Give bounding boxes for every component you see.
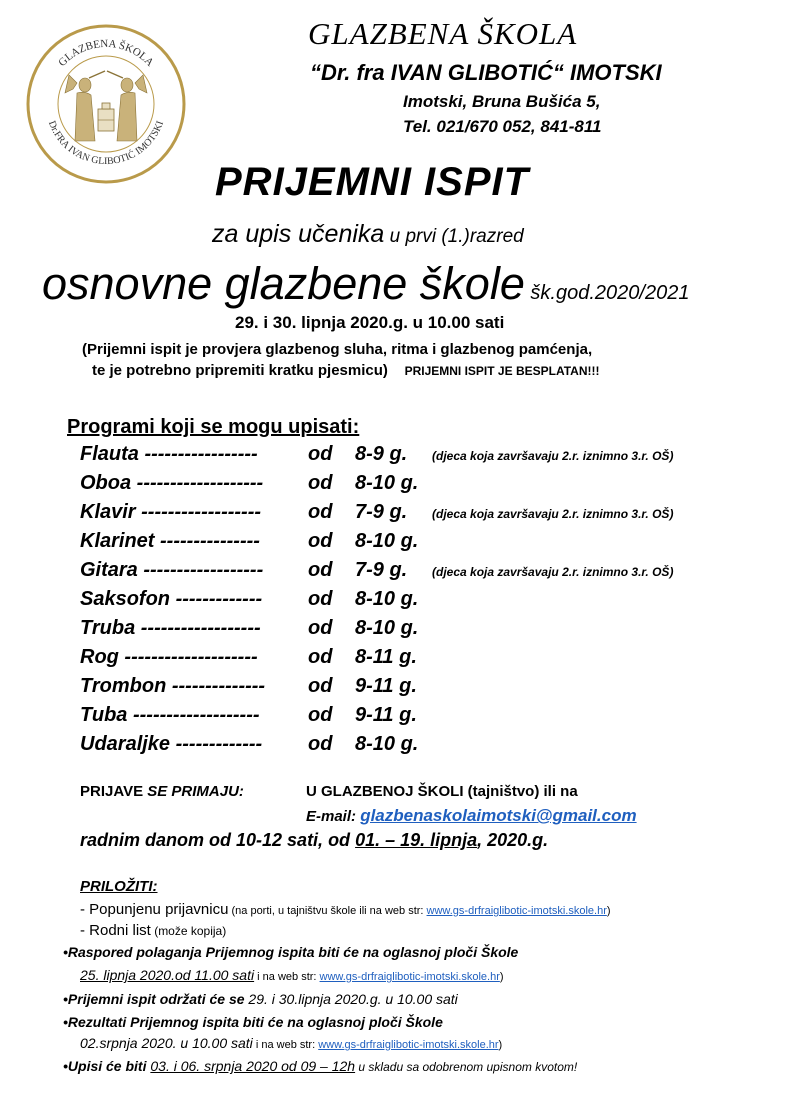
program-od: od xyxy=(308,530,333,552)
program-name: Flauta ----------------- xyxy=(80,443,258,465)
website-link-1[interactable]: www.gs-drfraiglibotic-imotski.skole.hr xyxy=(426,905,607,917)
program-age: 9-11 g. xyxy=(355,704,417,726)
exam-note-line-1: (Prijemni ispit je provjera glazbenog sluha, ritma i glazbenog pamćenja, xyxy=(82,341,593,358)
bullet-enrollment: •Upisi će biti 03. i 06. srpnja 2020 od 09 – 12h u skladu sa odobrenom upisnom kvotom! xyxy=(63,1058,578,1074)
program-name: Tuba ------------------- xyxy=(80,704,260,726)
program-name: Klarinet --------------- xyxy=(80,530,260,552)
applications-line xyxy=(80,783,578,800)
program-name: Saksofon ------------- xyxy=(80,588,263,610)
attachment-item-1: - Popunjenu prijavnicu (na porti, u tajništvu škole ili na web str: www.gs-drfraiglibotic-imotski.skole.hr) xyxy=(80,901,611,918)
logo-top-text: GLAZBENA ŠKOLA xyxy=(56,37,156,69)
program-od: od xyxy=(308,646,333,668)
program-age: 8-10 g. xyxy=(355,588,419,610)
program-note: (djeca koja završavaju 2.r. iznimno 3.r. OŠ) xyxy=(432,507,674,521)
program-od: od xyxy=(308,559,333,581)
program-od: od xyxy=(308,733,333,755)
program-name: Gitara ------------------ xyxy=(80,559,264,581)
bullet-schedule-date: 25. lipnja 2020.od 11.00 sati i na web str: www.gs-drfraiglibotic-imotski.skole.hr) xyxy=(80,967,504,983)
school-logo xyxy=(25,23,187,185)
program-od: od xyxy=(308,675,333,697)
subtitle-line-2 xyxy=(42,258,689,310)
program-note: (djeca koja završavaju 2.r. iznimno 3.r. OŠ) xyxy=(432,565,674,579)
office-hours-a: radnim danom od 10-12 sati, od xyxy=(80,830,356,850)
program-age: 9-11 g. xyxy=(355,675,417,697)
program-od: od xyxy=(308,588,333,610)
exam-note-text: te je potrebno pripremiti kratku pjesmicu) xyxy=(92,362,388,379)
school-name: GLAZBENA ŠKOLA xyxy=(308,16,578,51)
website-link-3[interactable]: www.gs-drfraiglibotic-imotski.skole.hr xyxy=(318,1039,499,1051)
program-age: 8-9 g. xyxy=(355,443,408,465)
subtitle-2-main: osnovne glazbene škole xyxy=(42,258,525,309)
program-od: od xyxy=(308,443,333,465)
school-full-name: “Dr. fra IVAN GLIBOTIĆ“ IMOTSKI xyxy=(310,60,662,85)
program-name: Truba ------------------ xyxy=(80,617,261,639)
office-hours-b: , 2020.g. xyxy=(477,830,549,850)
program-age: 8-10 g. xyxy=(355,617,419,639)
office-hours-dates: 01. – 19. lipnja xyxy=(355,830,478,850)
program-od: od xyxy=(308,617,333,639)
program-age: 8-10 g. xyxy=(355,733,419,755)
program-age: 8-11 g. xyxy=(355,646,417,668)
school-phone: Tel. 021/670 052, 841-811 xyxy=(403,117,602,136)
email-link[interactable]: glazbenaskolaimotski@gmail.com xyxy=(360,806,637,825)
applications-label-a: PRIJAVE xyxy=(80,783,148,800)
program-note: (djeca koja završavaju 2.r. iznimno 3.r. OŠ) xyxy=(432,449,674,463)
program-od: od xyxy=(308,501,333,523)
program-name: Udaraljke ------------- xyxy=(80,733,263,755)
school-address: Imotski, Bruna Bušića 5, xyxy=(403,92,601,111)
program-name: Rog -------------------- xyxy=(80,646,258,668)
bullet-exam: •Prijemni ispit održati će se 29. i 30.lipnja 2020.g. u 10.00 sati xyxy=(63,991,458,1007)
program-age: 8-10 g. xyxy=(355,472,419,494)
website-link-2[interactable]: www.gs-drfraiglibotic-imotski.skole.hr xyxy=(319,971,500,983)
logo-bottom-text: Dr.FRA IVAN GLIBOTIĆ IMOTSKI xyxy=(45,119,167,168)
attachment-item-2: - Rodni list (može kopija) xyxy=(80,922,227,939)
exam-note-line-2 xyxy=(92,362,599,379)
program-od: od xyxy=(308,472,333,494)
program-od: od xyxy=(308,704,333,726)
attachments-heading: PRILOŽITI: xyxy=(80,878,158,895)
bullet-results: •Rezultati Prijemnog ispita biti će na oglasnoj ploči Škole xyxy=(63,1014,443,1030)
free-exam-note: PRIJEMNI ISPIT JE BESPLATAN!!! xyxy=(404,364,600,378)
program-age: 8-10 g. xyxy=(355,530,419,552)
program-name: Trombon -------------- xyxy=(80,675,266,697)
subtitle-1-small: u prvi (1.)razred xyxy=(384,226,524,247)
subtitle-1-main: za upis učenika xyxy=(212,220,385,248)
program-name: Oboa ------------------- xyxy=(80,472,264,494)
program-age: 7-9 g. xyxy=(355,501,408,523)
program-name: Klavir ------------------ xyxy=(80,501,262,523)
exam-dates: 29. i 30. lipnja 2020.g. u 10.00 sati xyxy=(235,313,505,332)
program-age: 7-9 g. xyxy=(355,559,408,581)
school-year: šk.god.2020/2021 xyxy=(524,282,690,304)
bullet-results-date: 02.srpnja 2020. u 10.00 sati i na web str: www.gs-drfraiglibotic-imotski.skole.hr) xyxy=(80,1035,503,1051)
applications-where: U GLAZBENOJ ŠKOLI (tajništvo) ili na xyxy=(306,783,578,800)
page-title: PRIJEMNI ISPIT xyxy=(215,160,530,204)
email-label: E-mail: xyxy=(306,808,361,825)
subtitle-line-1 xyxy=(212,220,524,249)
office-hours xyxy=(80,830,548,851)
programs-heading: Programi koji se mogu upisati: xyxy=(67,416,360,438)
email-line xyxy=(306,806,637,826)
applications-label-b: SE PRIMAJU: xyxy=(147,783,244,800)
bullet-schedule: •Raspored polaganja Prijemnog ispita biti će na oglasnoj ploči Škole xyxy=(63,944,519,960)
